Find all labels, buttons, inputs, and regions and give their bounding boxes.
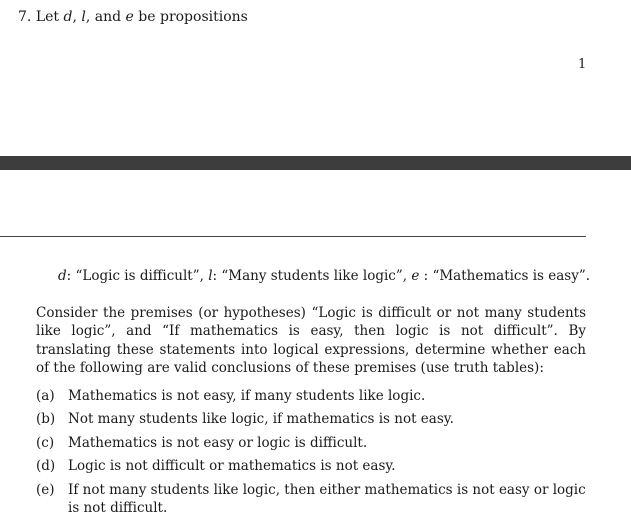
list-item bbox=[36, 457, 588, 475]
question-suffix: be propositions bbox=[138, 9, 248, 25]
premises-paragraph: Consider the premises (or hypotheses) “Logic is difficult or not many students like logic”, and “If mathematics is easy, then logic is not difficult”. By translating these statements into logical expressions, determine whether each of the following are valid conclusions of these premises (use truth tables): bbox=[36, 305, 586, 377]
question-heading bbox=[18, 9, 248, 25]
item-text: Logic is not difficult or mathematics is not easy. bbox=[68, 458, 396, 474]
list-item bbox=[36, 434, 588, 452]
item-label: (a) bbox=[36, 388, 55, 404]
item-label: (c) bbox=[36, 435, 55, 451]
definitions-line bbox=[58, 268, 590, 284]
list-item bbox=[36, 387, 588, 405]
page-number: 1 bbox=[578, 57, 587, 72]
var-l: l bbox=[81, 9, 86, 25]
horizontal-rule bbox=[0, 236, 586, 237]
item-text: If not many students like logic, then either mathematics is not easy or logic is not difficult. bbox=[68, 482, 586, 516]
def-d-text: : “Logic is difficult”, bbox=[66, 268, 204, 284]
def-d-var: d bbox=[58, 268, 67, 284]
question-prefix: Let bbox=[35, 9, 60, 25]
question-number: 7. bbox=[18, 9, 32, 25]
item-label: (e) bbox=[36, 482, 55, 498]
list-item bbox=[36, 410, 588, 428]
def-e-var: e bbox=[411, 268, 420, 284]
var-d: d bbox=[63, 9, 73, 25]
page-break-band bbox=[0, 156, 631, 170]
item-text: Mathematics is not easy or logic is difficult. bbox=[68, 435, 368, 451]
list-item bbox=[36, 481, 588, 517]
item-label: (b) bbox=[36, 411, 56, 427]
def-e-text: : “Mathematics is easy”. bbox=[419, 268, 591, 284]
item-label: (d) bbox=[36, 458, 56, 474]
item-text: Not many students like logic, if mathematics is not easy. bbox=[68, 411, 454, 427]
def-l-var: l bbox=[208, 268, 213, 284]
item-text: Mathematics is not easy, if many students like logic. bbox=[68, 388, 426, 404]
def-l-text: : “Many students like logic”, bbox=[212, 268, 408, 284]
comma: , bbox=[72, 9, 77, 25]
var-e: e bbox=[125, 9, 134, 25]
and-word: , and bbox=[85, 9, 122, 25]
